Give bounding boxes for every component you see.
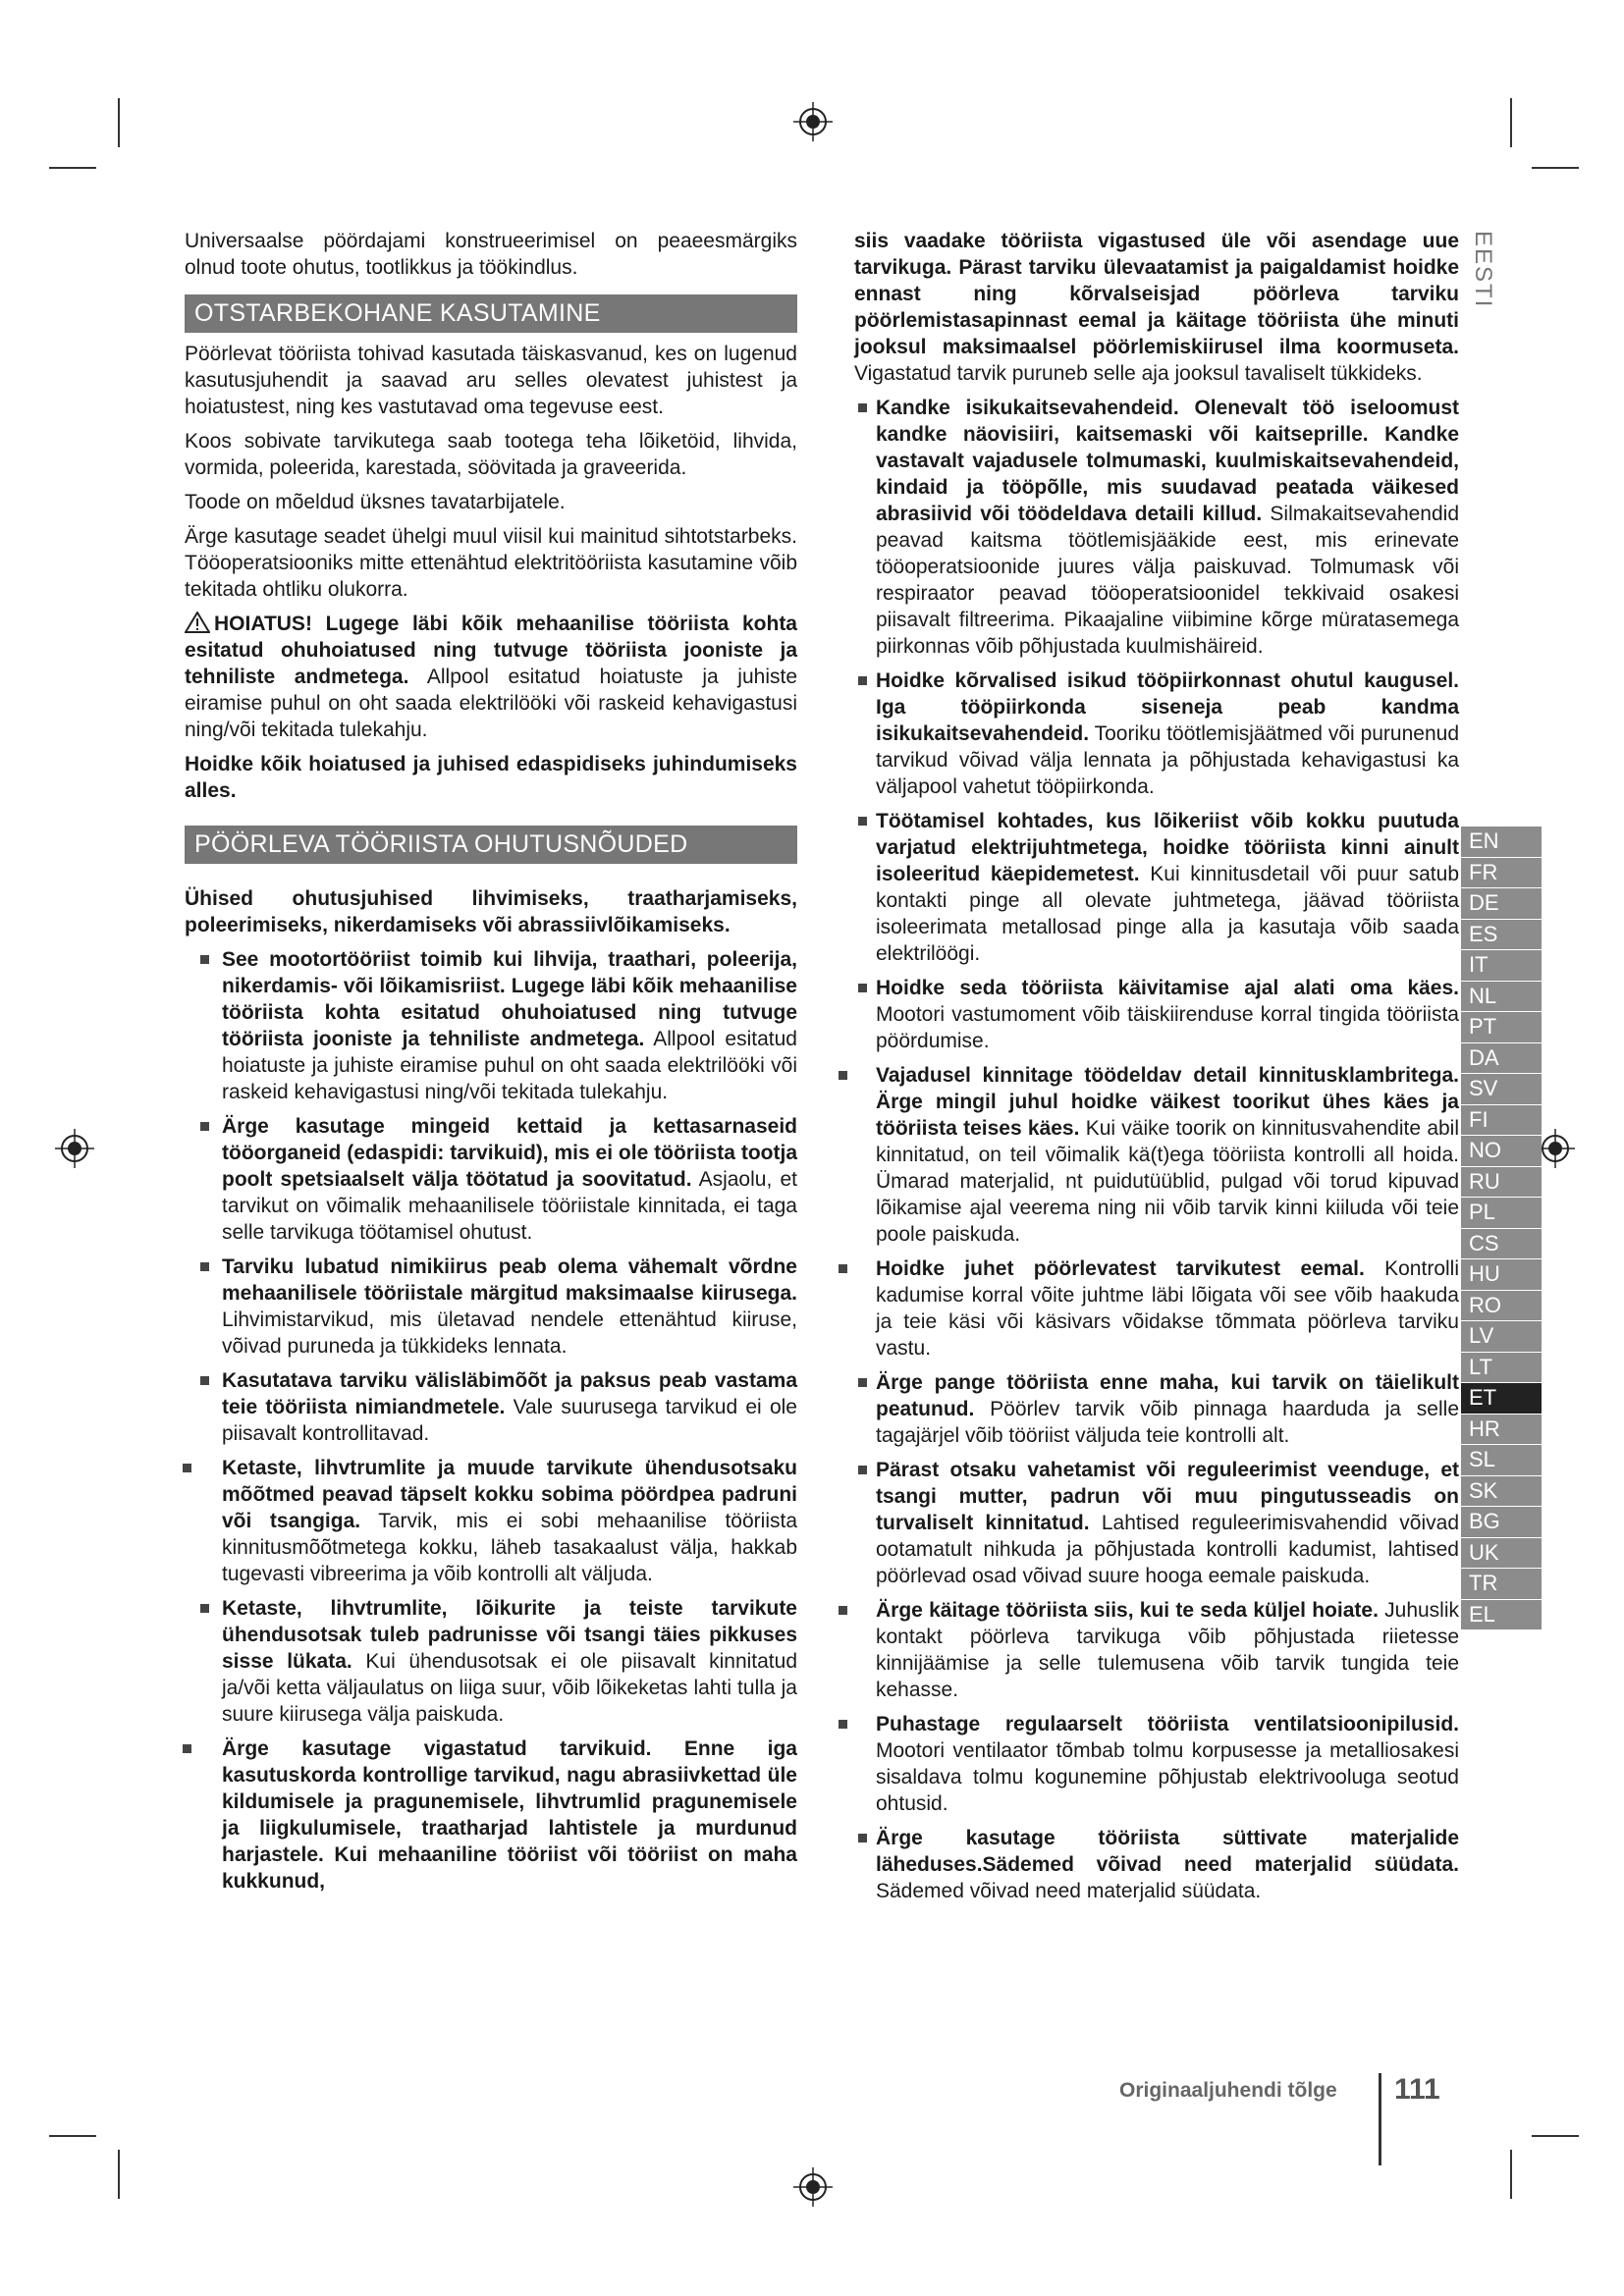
continued-text: Vigastatud tarvik puruneb selle aja jooksul tavaliselt tükkideks. (854, 362, 1423, 385)
list-item (854, 1457, 1459, 1589)
bullet-icon (200, 955, 209, 964)
common-safety-heading: Ühised ohutusjuhised lihvimiseks, traatharjamiseks, poleerimiseks, nikerdamiseks või abrassiivlõikamiseks. (185, 887, 797, 936)
crop-mark (118, 2150, 120, 2199)
language-tab-en[interactable]: EN (1461, 827, 1542, 858)
list-item (185, 1113, 797, 1246)
list-item (854, 1062, 1459, 1248)
list-item (854, 1711, 1459, 1817)
bullet-icon (839, 1071, 847, 1080)
list-item-text: Silmakaitsevahendid peavad kaitsma töötlemisjääkide eest, mis erinevate tööoperatsioonide juures välja paiskuvad. Tolmumask või respiraator peavad tööoperatsioonidel tekkivaid osakesi piisavalt filtreerima. Pikaajaline viibimine kõrge müratasemega piirkonnas võib põhjustada kuulmishäireid. (876, 503, 1460, 658)
language-tab-it[interactable]: IT (1461, 950, 1542, 982)
list-item-text: Kui ühendusotsak ei ole piisavalt kinnitatud ja/või ketta väljaulatus on liiga suur, võib lõikeketas lahti tulla ja suure kiirusega välja paiskuda. (222, 1650, 797, 1726)
section-heading-intended-use: OTSTARBEKOHANE KASUTAMINE (185, 294, 797, 333)
crop-mark (1510, 98, 1512, 147)
list-item (854, 1597, 1459, 1703)
warning-paragraph (185, 611, 797, 743)
language-tab-pl[interactable]: PL (1461, 1198, 1542, 1229)
list-item (854, 808, 1459, 967)
crop-mark (118, 98, 120, 147)
bullet-icon (183, 1464, 191, 1472)
crop-mark (1532, 2135, 1579, 2137)
keep-instructions: Hoidke kõik hoiatused ja juhised edaspidiseks juhindumiseks alles. (185, 753, 797, 802)
paragraph: Ärge kasutage seadet ühelgi muul viisil kui mainitud sihtotstarbeks. Tööoperatsiooniks mitte ettenähtud elektritööriista kasutamine võib tekitada ohtliku olukorra. (185, 525, 797, 601)
list-item-bold: Ärge käitage tööriista siis, kui te seda küljel hoiate. (876, 1599, 1379, 1622)
list-item (185, 946, 797, 1105)
language-tab-sk[interactable]: SK (1461, 1476, 1542, 1508)
bullet-icon (200, 1262, 209, 1271)
list-item-text: Tooriku töötlemisjäätmed või purunenud tarvikud võivad välja lennata ja põhjustada kehavigastusi ka väljapool vahetut tööpiirkonda. (876, 722, 1459, 798)
warning-rest: Allpool esitatud hoiatuste ja juhiste eiramise puhul on oht saada elektrilööki või raskeid kehavigastusi ning/või tekitada tulekahju. (185, 666, 797, 741)
right-column (854, 228, 1459, 1912)
language-tab-lt[interactable]: LT (1461, 1353, 1542, 1384)
list-item-text: Asjaolu, et tarvikut on võimalik mehaanilisele tööriistale kinnitada, ei taga selle tarvikuga töötamisel ohutust. (222, 1168, 797, 1244)
page-number: 111 (1394, 2073, 1440, 2106)
list-item (185, 1595, 797, 1728)
paragraph: Koos sobivate tarvikutega saab tootega teha lõiketöid, lihvida, vormida, poleerida, karestada, söövitada ja graveerida. (185, 430, 797, 479)
language-tab-no[interactable]: NO (1461, 1136, 1542, 1167)
list-item (854, 1255, 1459, 1362)
list-item (185, 1367, 797, 1447)
list-item-bold: Kandke isikukaitsevahendeid. Olenevalt töö iseloomust kandke näovisiiri, kaitsemaski või kaitseprille. Kandke vastavalt vajadusele tolmumaski, kuulmiskaitsevahendeid, kindaid ja tööpõlle, mis suudavad peatada väikesed abrasiivid või töödeldava detaili killud. (876, 397, 1459, 525)
left-column (185, 228, 797, 1902)
language-tab-ro[interactable]: RO (1461, 1291, 1542, 1322)
language-tab-lv[interactable]: LV (1461, 1321, 1542, 1353)
list-item-text: Lahtised reguleerimisvahendid võivad ootamatult nihkuda ja põhjustada kontrolli kadumist, lahtised pöörlevad osad võivad suure hooga eemale paiskuda. (876, 1512, 1460, 1587)
language-side-label: EESTI (1470, 231, 1496, 309)
language-tab-ru[interactable]: RU (1461, 1167, 1542, 1199)
language-tab-fr[interactable]: FR (1461, 858, 1542, 889)
list-item-bold: Hoidke seda tööriista käivitamise ajal alati oma käes. (876, 977, 1459, 999)
list-item-bold: Ärge pange tööriista enne maha, kui tarvik on täielikult peatunud. (876, 1371, 1459, 1420)
language-tabs (1461, 827, 1542, 1630)
bullet-icon (858, 1466, 867, 1474)
footer-divider (1379, 2073, 1381, 2165)
list-item-bold: Töötamisel kohtades, kus lõikeriist võib kokku puutuda varjatud elektrijuhtmetega, hoidke tööriista kinni ainult isoleeritud käepidemetest. (876, 810, 1459, 885)
list-item (185, 1254, 797, 1360)
language-tab-bg[interactable]: BG (1461, 1507, 1542, 1538)
language-tab-tr[interactable]: TR (1461, 1569, 1542, 1600)
registration-mark-icon (793, 2167, 833, 2207)
list-item-bold: Ärge kasutage tööriista süttivate materjalide läheduses.Sädemed võivad need materjalid süüdata. (876, 1827, 1459, 1876)
intro-text: Universaalse pöördajami konstrueerimisel on peaeesmärgiks olnud toote ohutus, tootlikkus ja töökindlus. (185, 230, 797, 279)
bullet-icon (858, 817, 867, 826)
list-item-bold: Ketaste, lihvtrumlite, lõikurite ja teiste tarvikute ühendusotsak tuleb padrunisse või tsangi täies pikkuses sisse lükata. (222, 1597, 797, 1673)
language-tab-de[interactable]: DE (1461, 888, 1542, 920)
list-item-text: Mootori vastumoment võib täiskiirenduse korral tingida tööriista pöördumise. (876, 1003, 1459, 1052)
list-item-bold: Tarviku lubatud nimikiirus peab olema vähemalt võrdne mehaanilisele tööriistale märgitud maksimaalse kiirusega. (222, 1255, 797, 1305)
bullet-icon (858, 1834, 867, 1842)
bullet-icon (839, 1264, 847, 1273)
list-item (854, 1369, 1459, 1449)
bullet-icon (183, 1744, 191, 1753)
list-item-bold: Hoidke juhet pöörlevatest tarvikutest eemal. (876, 1257, 1365, 1280)
language-tab-sl[interactable]: SL (1461, 1445, 1542, 1476)
paragraph: Toode on mõeldud üksnes tavatarbijatele. (185, 491, 566, 513)
list-item-text: Pöörlev tarvik võib pinnaga haarduda ja selle tagajärjel võib tööriist väljuda teie kontrolli alt. (876, 1398, 1459, 1447)
registration-mark-icon (1536, 1129, 1575, 1168)
crop-mark (1510, 2150, 1512, 2199)
warning-triangle-icon (185, 612, 210, 633)
warning-bold: HOIATUS! Lugege läbi kõik mehaanilise tööriista kohta esitatud ohuhoiatused ning tutvuge tööriista jooniste ja tehniliste andmetega. (185, 613, 797, 688)
language-tab-hr[interactable]: HR (1461, 1415, 1542, 1446)
continued-bold: siis vaadake tööriista vigastused üle või asendage uue tarvikuga. Pärast tarviku ülevaatamist ja paigaldamist hoidke ennast ning kõrvalseisjad pöörleva tarviku pöörlemistasapinnast eemal ja käitage tööriista ühe minuti jooksul maksimaalsel pöörlemiskiirusel ilma koormuseta. (854, 230, 1459, 358)
language-tab-uk[interactable]: UK (1461, 1538, 1542, 1570)
bullet-icon (858, 984, 867, 992)
bullet-icon (200, 1376, 209, 1385)
registration-mark-icon (55, 1129, 94, 1168)
registration-mark-icon (793, 102, 833, 141)
paragraph: Pöörlevat tööriista tohivad kasutada täiskasvanud, kes on lugenud kasutusjuhendit ja saavad aru selles olevatest juhistest ja hoiatustest, ning kes vastutavad oma tegevuse eest. (185, 343, 797, 418)
language-tab-cs[interactable]: CS (1461, 1229, 1542, 1260)
list-item-bold: Vajadusel kinnitage töödeldav detail kinnitusklambritega. Ärge mingil juhul hoidke väikest toorikut ühes käes ja tööriista teises käes. (876, 1064, 1459, 1140)
language-tab-pt[interactable]: PT (1461, 1012, 1542, 1043)
list-item-bold: Puhastage regulaarselt tööriista ventilatsioonipilusid. (876, 1713, 1459, 1735)
list-item-text: Sädemed võivad need materjalid süüdata. (876, 1880, 1262, 1902)
list-item-bold: Ketaste, lihvtrumlite ja muude tarvikute ühendusotsaku mõõtmed peavad täpselt kokku sobima pöördpea padruni või tsangiga. (222, 1457, 797, 1532)
list-item (854, 667, 1459, 800)
footer-text: Originaaljuhendi tõlge (1119, 2079, 1337, 2102)
section-heading-safety: PÖÖRLEVA TÖÖRIISTA OHUTUSNÕUDED (185, 826, 797, 864)
continued-paragraph (854, 228, 1459, 387)
list-item-text: Vale suurusega tarvikud ei ole piisavalt kontrollitavad. (222, 1396, 797, 1445)
list-item-bold: See mootortööriist toimib kui lihvija, traathari, poleerija, nikerdamis- või lõikamisriist. Lugege läbi kõik mehaanilise tööriista kohta esitatud ohuhoiatused ning tutvuge tööriista jooniste ja tehniliste andmetega. (222, 948, 797, 1050)
bullet-icon (839, 1720, 847, 1729)
list-item-bold: Ärge kasutage vigastatud tarvikuid. Enne iga kasutuskorda kontrollige tarvikud, nagu abrasiivkettad üle kildumisele ja pragunemisele, lihvtrumlid pragunemisele ja liigkulumisele, traatharjad lahtistele ja murdunud harjastele. Kui mehaaniline tööriist või tööriist on maha kukkunud, (222, 1737, 797, 1893)
list-item-text: Kontrolli kadumise korral võite juhtme läbi lõigata või see võib haakuda ja teie käsi või käsivars võidakse tõmmata pöörleva tarviku vastu. (876, 1257, 1459, 1360)
language-tab-fi[interactable]: FI (1461, 1105, 1542, 1137)
crop-mark (49, 167, 96, 169)
list-item-text: Allpool esitatud hoiatuste ja juhiste eiramise puhul on oht saada elektrilööki või raskeid kehavigastusi ning/või tekitada tulekahju. (222, 1028, 797, 1103)
list-item-bold: Hoidke kõrvalised isikud tööpiirkonnast ohutul kaugusel. Iga tööpiirkonda siseneja peab kandma isikukaitsevahendeid. (876, 669, 1459, 745)
language-tab-hu[interactable]: HU (1461, 1259, 1542, 1291)
language-tab-sv[interactable]: SV (1461, 1074, 1542, 1105)
list-item-text: Tarvik, mis ei sobi mehaanilise tööriista kinnitusmõõtmetega kokku, läheb tasakaalust välja, hakkab tugevasti vibreerima ja võib kontrolli alt väljuda. (222, 1510, 797, 1585)
bullet-icon (858, 403, 867, 412)
language-tab-da[interactable]: DA (1461, 1043, 1542, 1075)
bullet-icon (839, 1606, 847, 1615)
crop-mark (49, 2135, 96, 2137)
list-item-text: Kui kinnitusdetail või puur satub kontakti pinge all olevate juhtmetega, jäävad tööriista isoleerimata metallosad pinge alla ja kasutaja võib saada elektrilöögi. (876, 863, 1459, 965)
bullet-icon (858, 1378, 867, 1387)
list-item-bold: Pärast otsaku vahetamist või reguleerimist veenduge, et tsangi mutter, padrun või muu pingutusseadis on turvaliselt kinnitatud. (876, 1459, 1459, 1534)
list-item (185, 1455, 797, 1587)
list-item-text: Juhuslik kontakt pöörleva tarvikuga võib põhjustada riietesse kinnijäämise ja selle tulemusena võib tarvik tungida teie kehasse. (876, 1599, 1460, 1701)
list-item (854, 395, 1459, 660)
list-item-bold: Ärge kasutage mingeid kettaid ja kettasarnaseid tööorganeid (edaspidi: tarvikuid), mis ei ole tööriista tootja poolt spetsiaalselt välja töötatud ja soovitatud. (222, 1115, 797, 1191)
crop-mark (1532, 167, 1579, 169)
list-item-text: Mootori ventilaator tõmbab tolmu korpusesse ja metalliosakesi sisaldava tolmu kogunemine põhjustab elektrivooluga seotud ohtusid. (876, 1739, 1459, 1815)
list-item (854, 975, 1459, 1054)
list-item-text: Lihvimistarvikud, mis ületavad nendele ettenähtud kiiruse, võivad puruneda ja tükkideks lennata. (222, 1308, 797, 1358)
list-item (185, 1735, 797, 1895)
language-tab-es[interactable]: ES (1461, 920, 1542, 951)
list-item-text: Kui väike toorik on kinnitusvahendite abil kinnitatud, on teil võimalik kä(t)ega tööriista kontrolli all hoida. Ümarad materjalid, nt puidutüüblid, pulgad või torud kipuvad lõikamise ajal veerema ning nii võib tarvik kinni kiiluda või teie poole paiskuda. (876, 1117, 1460, 1246)
bullet-icon (200, 1122, 209, 1131)
language-tab-nl[interactable]: NL (1461, 982, 1542, 1013)
list-item (854, 1825, 1459, 1904)
list-item-bold: Kasutatava tarviku välisläbimõõt ja paksus peab vastama teie tööriista nimiandmetele. (222, 1369, 797, 1418)
language-tab-et[interactable]: ET (1461, 1383, 1542, 1415)
language-tab-el[interactable]: EL (1461, 1600, 1542, 1631)
bullet-icon (200, 1604, 209, 1613)
bullet-icon (858, 676, 867, 685)
